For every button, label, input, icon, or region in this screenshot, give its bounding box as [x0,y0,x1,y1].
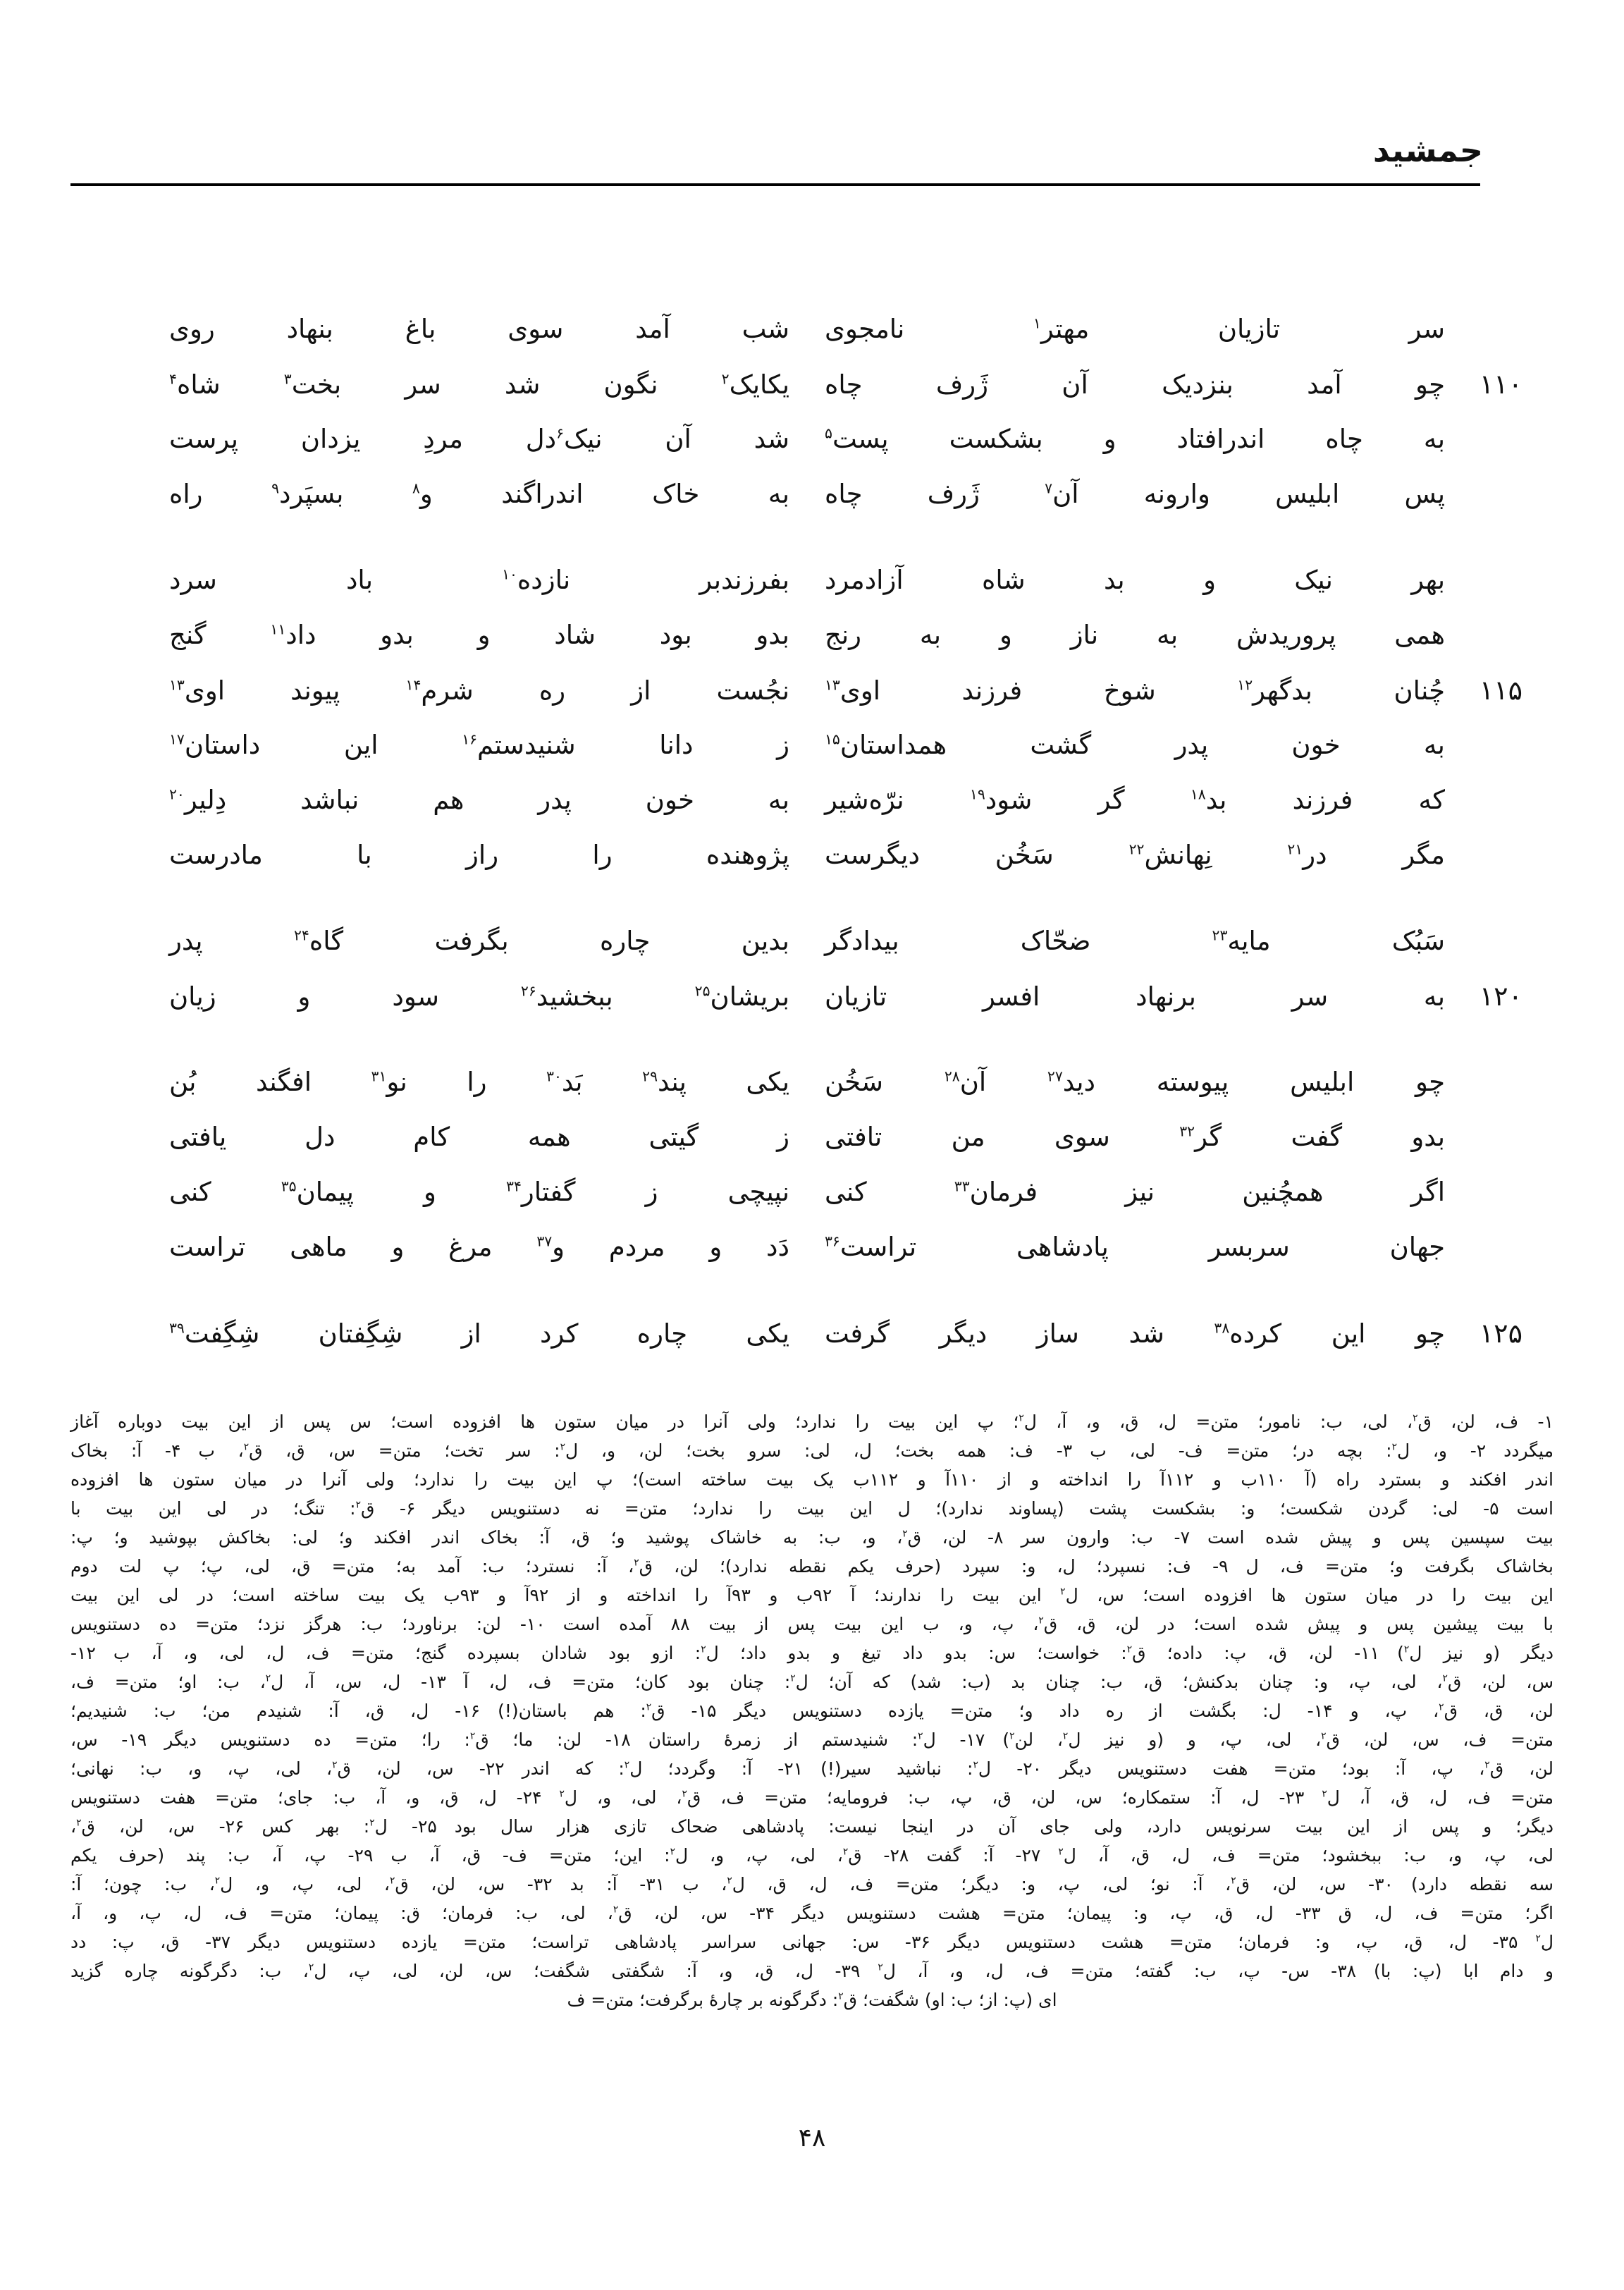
header-rule [70,183,1480,186]
apparatus-marker: ۲ [1231,1875,1236,1887]
couplet [162,302,1522,357]
apparatus-marker: ۲۳ [1212,926,1228,944]
hemistich-right: سَبُک مایه$^{۲۳}$ ضحّاک بیدادگر [825,926,1445,956]
apparatus-marker: ۲۶ [520,982,536,1000]
apparatus-marker: ۳۱ [371,1067,387,1085]
apparatus-marker: ۲ [389,1875,395,1887]
footnote-line: بیت سپسین پس و پیش شده است ۷- ب: وارون سر ۸- لن، ق$^۲$، و، ب: به خاشاک پوشید و؛ ق، آ: بخاک اندر افکند و؛ لی: بخاکش بپوشید و؛ پ: [70,1527,1554,1548]
apparatus-marker: ۳۵ [281,1177,297,1195]
hemistich-right: جهان سربسر پادشاهی تراست$^{۳۶}$ [825,1232,1445,1262]
hemistich-left: نجُست از ره شرم$^{۱۴}$ پیوند اوی$^{۱۳}$ [169,675,789,706]
apparatus-marker: ۲ [1322,1788,1327,1800]
apparatus-marker: ۲ [1058,1846,1064,1858]
apparatus-marker: ۱۵ [825,730,840,748]
apparatus-marker: ۲ [265,1672,271,1684]
apparatus-marker: ۲ [918,1730,923,1742]
apparatus-marker: ۲ [1126,1643,1133,1655]
apparatus-marker: ۲ [613,1904,619,1916]
verse-number: ۱۱۰ [1479,369,1522,400]
apparatus-marker: ۲ [1484,1759,1490,1771]
apparatus-marker: ۱۳ [825,676,840,694]
apparatus-marker: ۲ [646,1701,652,1713]
apparatus-marker: ۳۲ [1179,1122,1195,1140]
apparatus-marker: ۲۵ [694,982,710,1000]
apparatus-marker: ۲ [76,1817,82,1829]
hemistich-right: چو آمد بنزدیک آن ژَرف چاه [825,369,1445,400]
apparatus-marker: ۲۲ [1128,840,1145,858]
footnote-line: اگر؛ متن= ف، ل، ق ۳۳- ل، ق، پ، و: پیمان؛ متن= هشت دستنویس دیگر ۳۴- س، لن، ق$^۲$، لی، ب: فرمان؛ ق: پیمان؛ متن= ف، ل، پ، و، آ، [70,1903,1554,1923]
hemistich-right: به خون پدر گشت همداستان$^{۱۵}$ [825,730,1445,760]
apparatus-marker: ۲ [560,1441,565,1453]
apparatus-marker: ۱۹ [969,785,985,803]
apparatus-marker: ۲ [721,370,730,388]
verse-group [162,1055,1522,1275]
hemistich-left: نپیچی ز گفتار$^{۳۴}$ و پیمان$^{۳۵}$ کنی [169,1177,789,1207]
apparatus-marker: ۲ [1413,1412,1418,1424]
hemistich-left: یکی چاره کرد از شِگِفتان شِگِفت$^{۳۹}$ [169,1318,789,1349]
hemistich-left: دَد و مردم و$^{۳۷}$ مرغ و ماهی تراست [169,1232,789,1262]
apparatus-marker: ۱۷ [169,730,185,748]
footnote-line: ای (پ: از؛ ب: او) شگفت؛ ق$^۲$: دگرگونه بر چارهٔ برگرفت؛ متن= ف [567,1990,1057,2010]
hemistich-right: اگر همچُنین نیز فرمان$^{۳۳}$ کنی [825,1177,1445,1207]
couplet [162,1165,1522,1220]
footnote-line: لی، پ، و، ب: ببخشود؛ متن= ف، ل، ق، آ، ل$^۲$ ۲۷- آ: گفت ۲۸- ق$^۲$، لی، پ، و، ل$^۲$: این؛ متن= ف- ق، آ، ب ۲۹- پ، آ، ب: پند (حرف یکم [70,1845,1554,1866]
footnote-line: اندر افکند و بسترد راه (آ ۱۱۰ب و ۱۱۲آ را انداخته و از ۱۱۰آ و ۱۱۲ب یک بیت ساخته است)؛ پ این بیت را ندارد؛ ولی آنرا در میان ستون ها افزوده [70,1469,1554,1490]
hemistich-left: یکایک$^۲$ نگون شد سر بخت$^۳$ شاه$^۴$ [169,369,789,400]
footnote-line: بخاشاک بگرفت و؛ متن= ف، ل ۹- ف: نسپرد؛ ل، و: سپرد (حرف یکم نقطه ندارد)؛ لن، ق$^۲$، آ: نسترد؛ ب: آمد به؛ متن= ق، لی، پ؛ پ لت دوم [70,1556,1554,1576]
couplet [162,828,1522,883]
apparatus-marker: ۲ [369,1817,375,1829]
verse-group [162,1306,1522,1361]
apparatus-marker: ۲ [332,1759,338,1771]
apparatus-marker: ۱۲ [1237,676,1253,694]
hemistich-left: بدین چاره بگرفت گاه$^{۲۴}$ پدر [169,926,789,956]
apparatus-marker: ۲۹ [642,1067,658,1085]
apparatus-marker: ۲۷ [1047,1067,1063,1085]
verse-group [162,914,1522,1024]
footnote-line: میگردد ۲- و، ل$^۲$: بچه در؛ متن= ف- لی، ب ۳- ف: همه بخت؛ ل، لی: سرو بخت؛ لن، و، ل$^۲$: سر تخت؛ متن= س، ق، ق$^۲$، ب ۴- آ: بخاک [70,1440,1554,1461]
hemistich-left: به خاک اندراگند و$^۸$ بسپَرد$^۹$ راه [169,479,790,509]
apparatus-marker: ۲ [1062,1730,1069,1742]
apparatus-marker: ۲ [1535,1933,1541,1945]
hemistich-right: که فرزند بد$^{۱۸}$ گر شود$^{۱۹}$ نرّه‌شیر [825,785,1445,815]
apparatus-marker: ۲ [1060,1586,1066,1598]
hemistich-right: چُنان بدگهر$^{۱۲}$ شوخ فرزند اوی$^{۱۳}$ [825,675,1445,706]
footnote-line: است ۵- لی: گردن شکست؛ و: بشکست پشت (پساوند ندارد)؛ ل این بیت را ندارد؛ متن= نه دستنویس دیگر ۶- ق$^۲$: تنگ؛ در لی این بیت با [70,1498,1554,1519]
apparatus-marker: ۲ [1403,1643,1410,1655]
apparatus-marker: ۱۳ [169,676,185,694]
apparatus-marker: ۳۰ [546,1067,562,1085]
apparatus-marker: ۹ [271,479,279,497]
hemistich-right: چو این کرده$^{۳۸}$ شد ساز دیگر گرفت [825,1318,1445,1349]
apparatus-marker: ۴ [169,370,177,388]
apparatus-marker: ۳ [283,370,292,388]
apparatus-marker: ۳۹ [169,1319,185,1337]
apparatus-marker: ۲ [727,1875,732,1887]
couplet [162,1110,1522,1165]
apparatus-marker: ۲ [1019,1412,1024,1424]
hemistich-right: به سر برنهاد افسر تازیان [825,981,1445,1012]
apparatus-marker: ۲ [682,1788,687,1800]
couplet [162,663,1522,718]
hemistich-right: به چاه اندرافتاد و بشکست پست$^۵$ [825,424,1445,454]
apparatus-marker: ۲ [973,1759,978,1771]
apparatus-marker: ۵ [825,424,832,442]
footnote-line: لن، ق$^۲$، پ، آ: بود؛ متن= هفت دستنویس دیگر ۲۰- ل$^۲$: نباشید سیر(!) ۲۱- آ: وگردد؛ ل$^۲$: که اندر ۲۲- س، لن، ق$^۲$، لی، پ، و، ب: نهانی؛ [70,1758,1554,1779]
footnote-line: این بیت را در میان ستون ها افزوده است؛ س، ل$^۲$ این بیت را ندارند؛ آ ۹۲ب و ۹۳آ را انداخته و از ۹۲آ و ۹۳ب یک بیت ساخته است؛ در لی این بیت [70,1585,1554,1605]
apparatus-marker: ۲ [1439,1701,1444,1713]
apparatus-marker: ۱ [1033,314,1041,332]
footnote-line: ۱- ف، لن، ق$^۲$، لی، ب: نامور؛ متن= ل، ق، و، آ، ل$^۲$؛ پ این بیت را ندارد؛ ولی آنرا در میان ستون ها افزوده است؛ س پس از این بیت دوباره آغاز [70,1412,1554,1432]
hemistich-right: بدو گفت گر$^{۳۲}$ سوی من تافتی [825,1122,1445,1152]
apparatus-marker: ۸ [412,479,420,497]
apparatus-marker: ۳۶ [825,1232,840,1250]
hemistich-left: بدو بود شاد و بدو داد$^{۱۱}$ گنج [169,620,789,650]
couplet [162,1055,1522,1110]
apparatus-marker: ۲۰ [169,785,185,803]
couplet [162,969,1522,1024]
apparatus-marker: ۲ [634,1557,639,1569]
apparatus-marker: ۲ [790,1672,796,1684]
footnote-line: با بیت پیشین پس و پیش شده است؛ در لن، ق، ق$^۲$، پ، و، ب این بیت پس از بیت ۸۸ آمده است ۱۰- لن: برناورد؛ ب: هرگز نزد؛ متن= ده دستنویس [70,1614,1554,1634]
apparatus-marker: ۲۸ [944,1067,960,1085]
verse-number: ۱۲۵ [1479,1318,1522,1349]
apparatus-marker: ۷ [1045,479,1053,497]
apparatus-marker: ۲ [902,1528,908,1540]
hemistich-left: بفرزندبر نازده$^{۱۰}$ باد سرد [169,565,790,595]
hemistich-left: به خون پدر هم نباشد دِلیر$^{۲۰}$ [169,785,789,815]
footnote-line: دیگر؛ و پس از این بیت سرنویس دارد، ولی جای آن در اینجا نیست: پادشاهی ضحاک تازی هزار سال بود ۲۵- ل$^۲$: بهر کس ۲۶- س، لن، ق$^۲$، [70,1816,1554,1837]
footnote-line: متن= ف، ل، ق، آ، ل$^۲$ ۲۳- ل، آ: ستمکاره؛ س، لن، ق، پ، ب: فرومایه؛ متن= ف، ق$^۲$، لی، و، ل$^۲$ ۲۴- ل، ق، و، آ، ب: جای؛ متن= هفت دستنویس [70,1787,1554,1808]
verse-group [162,302,1522,522]
apparatus-marker: ۲ [1009,1730,1015,1742]
apparatus-marker: ۲ [214,1875,221,1887]
page-number: ۴۸ [798,2124,826,2153]
hemistich-right: بهر نیک و بد شاه آزادمرد [825,565,1445,595]
hemistich-left: پژوهنده را راز با مادرست [169,840,789,870]
hemistich-right: مگر در$^{۲۱}$ نِهانش$^{۲۲}$ سَخُن دیگرست [825,840,1446,870]
hemistich-right: همی پروریدش به ناز و به رنج [825,620,1445,650]
apparatus-marker: ۲ [243,1441,250,1453]
footnote-line: متن= ف، س، لن، ق$^۲$، لی، پ، و (و نیز ل$^۲$، لن$^۲$) ۱۷- ل$^۲$: شنیدستم از زمرهٔ راستان ۱۸- لن: ما؛ ق$^۲$: را؛ متن= ده دستنویس دیگر ۱۹- س، [70,1729,1554,1750]
apparatus-marker: ۲۱ [1287,840,1303,858]
hemistich-left: ز گیتی همه کام دل یافتی [169,1122,789,1152]
footnote-line: ل$^۲$ ۳۵- ل، ق، پ، و: فرمان؛ متن= هشت دستنویس دیگر ۳۶- س: جهانی سراسر پادشاهی تراست؛ متن= یازده دستنویس دیگر ۳۷- ق، پ: دد [70,1932,1554,1952]
hemistich-right: سر تازیان مهتر$^۱$ نامجوی [825,314,1445,344]
hemistich-left: شد آن نیک$^۶$دل مردِ یزدان پرست [169,424,789,454]
couplet [162,467,1522,522]
apparatus-marker: ۲ [838,1990,844,2002]
hemistich-right: چو ابلیس پیوسته دید$^{۲۷}$ آن$^{۲۸}$ سَخُن [825,1067,1446,1097]
couplet [162,553,1522,608]
apparatus-marker: ۲ [1321,1730,1327,1742]
apparatus-marker: ۲ [624,1759,630,1771]
apparatus-marker: ۳۷ [536,1232,553,1250]
couplet [162,357,1522,412]
couplet [162,773,1522,828]
couplet [162,914,1522,969]
apparatus-marker: ۲ [1038,1615,1044,1627]
running-head-title: جمشید [1372,131,1483,169]
hemistich-left: بریشان$^{۲۵}$ ببخشید$^{۲۶}$ سود و زیان [169,981,789,1012]
apparatus-marker: ۶ [556,424,564,442]
apparatus-marker: ۲ [878,1961,883,1973]
apparatus-marker: ۳۳ [954,1177,970,1195]
apparatus-marker: ۳۸ [1214,1319,1230,1337]
apparatus-marker: ۲ [469,1730,476,1742]
apparatus-marker: ۲ [355,1499,361,1511]
hemistich-left: ز دانا شنیدستم$^{۱۶}$ این داستان$^{۱۷}$ [169,730,789,760]
apparatus-marker: ۲ [308,1961,314,1973]
apparatus-marker: ۳۴ [506,1177,522,1195]
hemistich-left: یکی پند$^{۲۹}$ بَد$^{۳۰}$ را نو$^{۳۱}$ افگند بُن [169,1067,790,1097]
poem-section [162,302,1522,1361]
footnote-line: لن، ق، ق$^۲$، پ، و ۱۴- ل: بگشت از ره داد و؛ متن= یازده دستنویس دیگر ۱۵- ق$^۲$: هم باستان(!) ۱۶- ل، ق، آ: شنیدم من؛ ب: شنیدیم؛ [70,1701,1554,1721]
couplet [162,1306,1522,1361]
apparatus-marker: ۲۴ [293,926,309,944]
apparatus-marker: ۲ [1391,1441,1397,1453]
apparatus-marker: ۱۰ [502,565,517,583]
verse-number: ۱۲۰ [1479,981,1522,1012]
footnotes-apparatus [70,1407,1554,2014]
couplet [162,1220,1522,1275]
couplet [162,608,1522,663]
apparatus-marker: ۲ [1442,1672,1448,1684]
hemistich-right: پس ابلیس وارونه آن$^۷$ ژَرف چاه [825,479,1445,509]
apparatus-marker: ۱۴ [405,676,422,694]
apparatus-marker: ۲ [670,1846,675,1858]
verse-group [162,553,1522,883]
apparatus-marker: ۲ [559,1788,565,1800]
footnote-line: سه نقطه دارد) ۳۰- س، لن، ق$^۲$، آ: نو؛ لی، پ، و: دیگر؛ متن= ف، ل، ق، ل$^۲$، ب ۳۱- آ: بد ۳۲- س، لن، ق$^۲$، لی، پ، و، ل$^۲$، ب: چون؛ آ: [70,1874,1554,1894]
hemistich-left: شب آمد سوی باغ بنهاد روی [169,314,789,344]
footnote-line: س، لن، ق$^۲$، لی، پ، و: چنان بدکنش؛ ق، ب: چنان بد (ب: شد) که آن؛ ل$^۲$: چنان بود کان؛ متن= ف، ل، آ ۱۳- ل، س، آ، ل$^۲$، ب: او؛ متن= ف، [70,1672,1554,1692]
apparatus-marker: ۱۱ [270,620,286,638]
verse-number: ۱۱۵ [1479,675,1522,706]
couplet [162,412,1522,467]
apparatus-marker: ۲ [701,1643,706,1655]
couplet [162,718,1522,773]
footnote-line: دیگر (و نیز ل$^۲$) ۱۱- لن، ق، پ: داده؛ ق$^۲$: خواست؛ س: بدو داد تیغ و بدو داد؛ ل$^۲$: ازو بود شادان بسپرده گنج؛ متن= ف، ل، لی، و، آ، ب ۱۲- [70,1643,1554,1663]
footnote-line: و دام ابا (پ: با) ۳۸- س- پ، ب: گفته؛ متن= ف، ل، و، آ، ل$^۲$ ۳۹- ل، ق، و، آ: شگفتی شگفت؛ س، لن، لی، پ، ل$^۲$، ب: دگرگونه چاره گزید [70,1961,1554,1981]
apparatus-marker: ۲ [842,1846,849,1858]
apparatus-marker: ۱۶ [462,730,478,748]
apparatus-marker: ۱۸ [1190,785,1206,803]
